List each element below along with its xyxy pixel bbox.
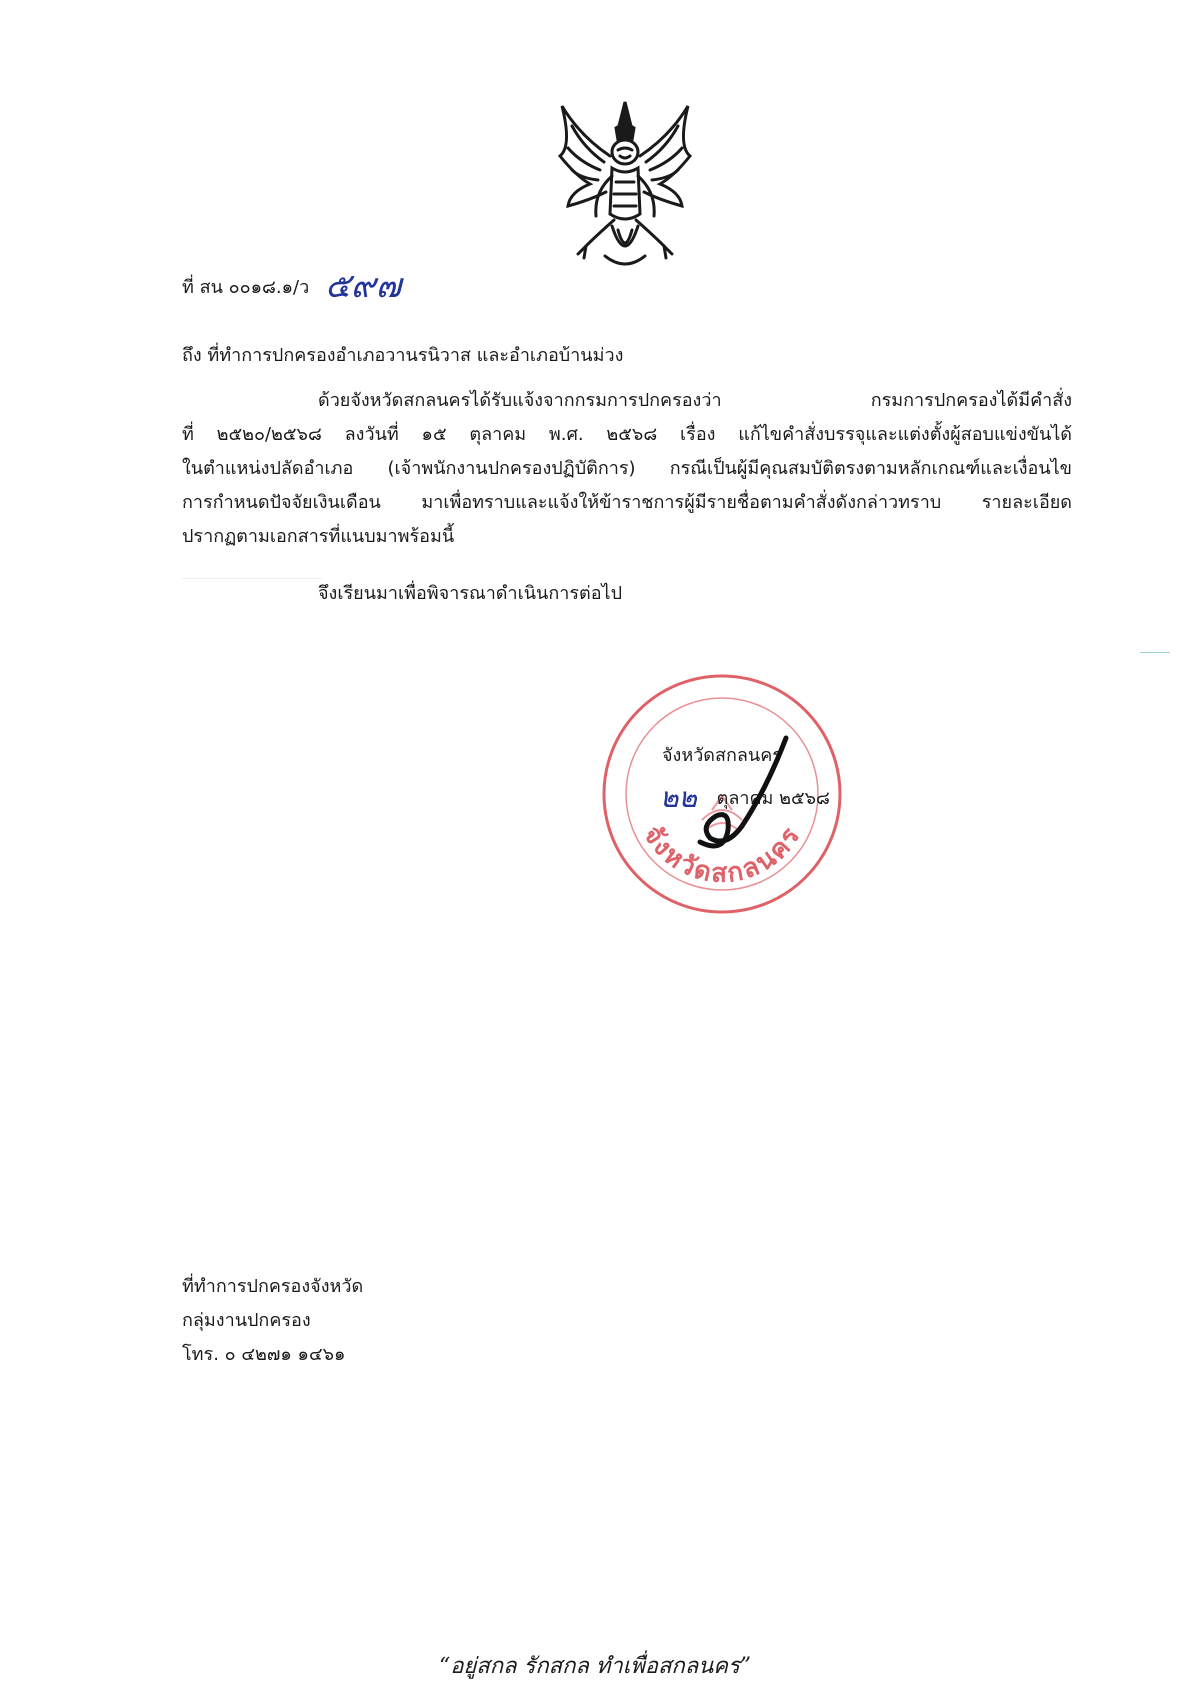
- recipient-line: ถึง ที่ทำการปกครองอำเภอวานรนิวาส และอำเภอบ้านม่วง: [182, 345, 624, 366]
- body-line: ในตำแหน่งปลัดอำเภอ (เจ้าพนักงานปกครองปฏิบัติการ) กรณีเป็นผู้มีคุณสมบัติตรงตามหลักเกณฑ์และเงื่อนไข: [182, 458, 1072, 479]
- signing-organization: จังหวัดสกลนคร: [662, 745, 782, 766]
- signature-mark-icon: [670, 730, 820, 880]
- body-line: ปรากฏตามเอกสารที่แนบมาพร้อมนี้: [182, 526, 455, 547]
- provincial-slogan: “อยู่สกล รักสกล ทำเพื่อสกลนคร”: [438, 1654, 752, 1679]
- handwritten-date-day: ๒๒: [660, 781, 697, 814]
- scan-artifact-line: [182, 578, 322, 579]
- garuda-emblem-icon: [550, 96, 700, 276]
- footer-division: กลุ่มงานปกครอง: [182, 1310, 311, 1331]
- date-month-year: ตุลาคม ๒๕๖๘: [716, 788, 830, 809]
- body-line: การกำหนดปัจจัยเงินเดือน มาเพื่อทราบและแจ้งให้ข้าราชการผู้มีรายชื่อตามคำสั่งดังกล่าวทราบ รายละเอียด: [182, 492, 1072, 513]
- scan-artifact-line: [1140, 652, 1170, 653]
- body-line: ด้วยจังหวัดสกลนครได้รับแจ้งจากกรมการปกครองว่า กรมการปกครองได้มีคำสั่ง: [318, 390, 1072, 411]
- stamp-text: จังหวัดสกลนคร: [636, 820, 808, 889]
- reference-label: ที่ สน ๐๐๑๘.๑/ว: [182, 277, 310, 298]
- footer-contact: [182, 1270, 363, 1372]
- body-paragraph: [182, 384, 1072, 554]
- footer-office: ที่ทำการปกครองจังหวัด: [182, 1276, 364, 1297]
- handwritten-reference-number: ๕๙๗: [324, 266, 402, 306]
- body-line: ที่ ๒๕๒๐/๒๕๖๘ ลงวันที่ ๑๕ ตุลาคม พ.ศ. ๒๕๖๘ เรื่อง แก้ไขคำสั่งบรรจุและแต่งตั้งผู้สอบแข่งขันได้: [182, 424, 1072, 445]
- footer-phone: โทร. ๐ ๔๒๗๑ ๑๔๖๑: [182, 1344, 346, 1365]
- document-reference: [182, 266, 402, 306]
- closing-line: จึงเรียนมาเพื่อพิจารณาดำเนินการต่อไป: [318, 583, 623, 604]
